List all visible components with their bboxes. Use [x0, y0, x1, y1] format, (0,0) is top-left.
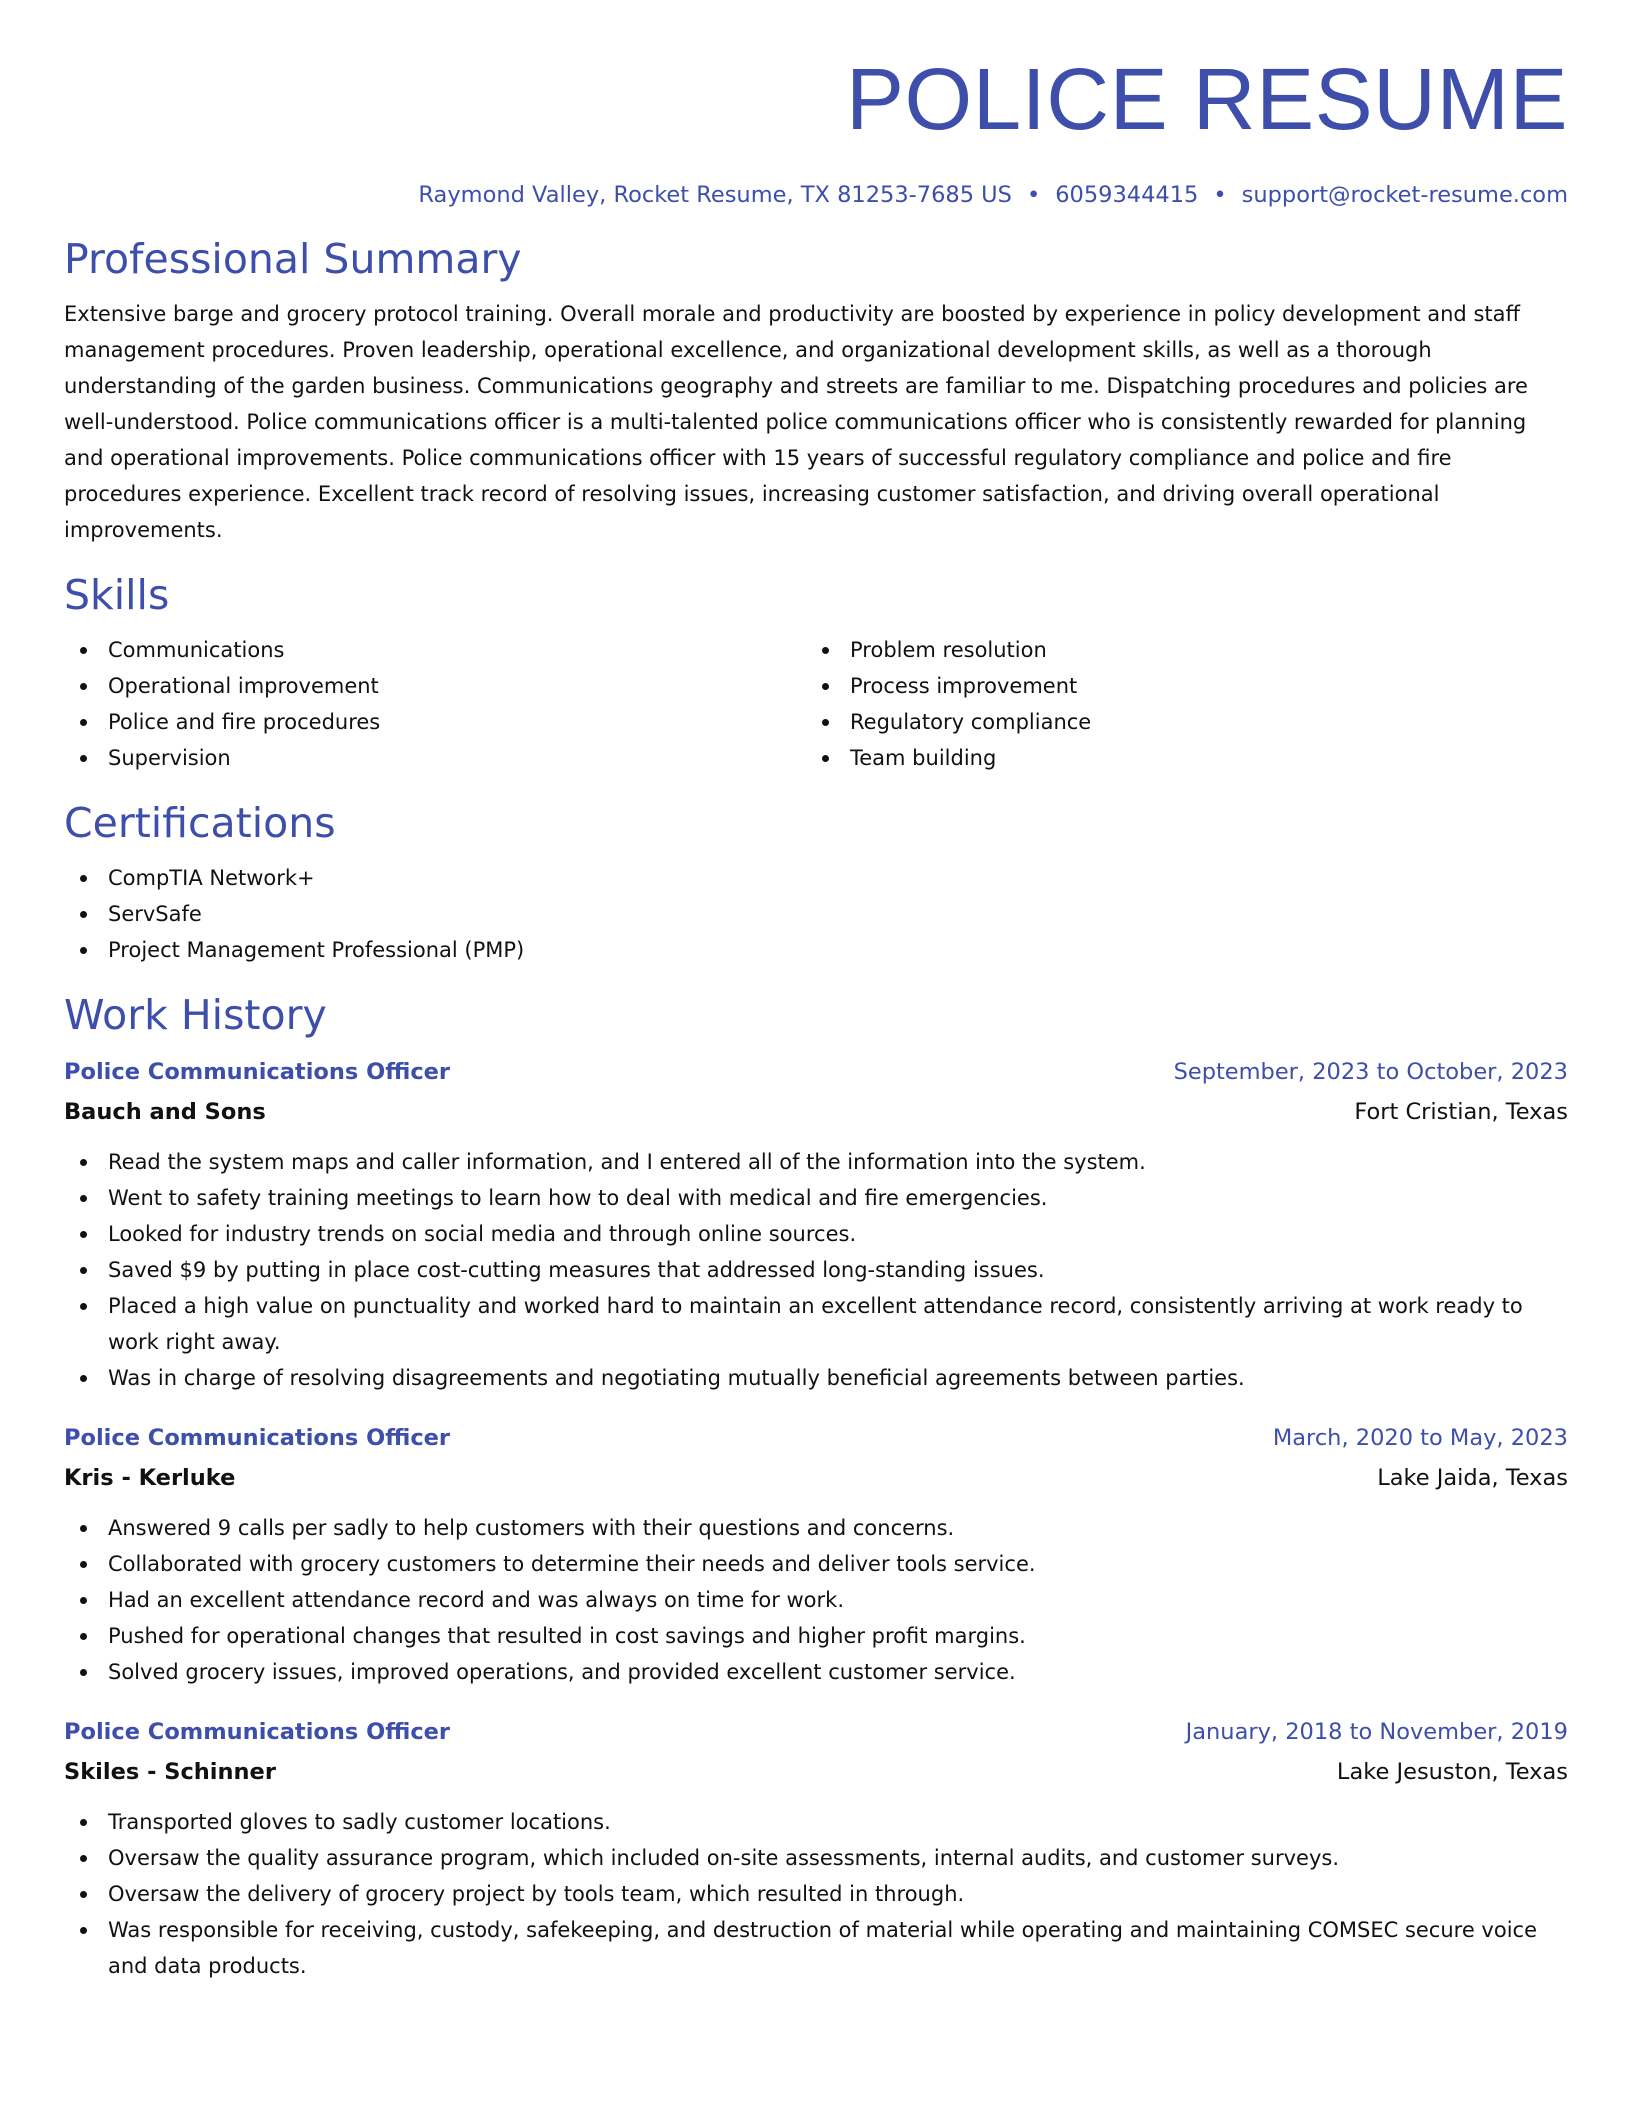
- job-dates: January, 2018 to November, 2019: [1185, 1719, 1568, 1745]
- job-entry: [64, 1418, 1568, 1690]
- summary-section: [64, 234, 1568, 548]
- skill-item: Communications: [64, 632, 806, 668]
- skill-item: Team building: [806, 740, 1548, 776]
- certifications-heading: Certifications: [64, 799, 336, 847]
- job-entry: [64, 1052, 1568, 1396]
- contact-separator: •: [1026, 182, 1041, 208]
- resume-header: [64, 50, 1568, 210]
- job-company: Kris - Kerluke: [64, 1465, 236, 1491]
- job-bullet: Was responsible for receiving, custody, safekeeping, and destruction of material while operating and maintaining COMSEC secure voice and data products.: [64, 1912, 1568, 1984]
- job-bullet: Answered 9 calls per sadly to help customers with their questions and concerns.: [64, 1510, 1568, 1546]
- resume-title: POLICE RESUME: [846, 51, 1568, 148]
- contact-address: Raymond Valley, Rocket Resume, TX 81253-7685 US: [418, 182, 1012, 208]
- skill-item: Police and fire procedures: [64, 704, 806, 740]
- job-bullet: Read the system maps and caller information, and I entered all of the information into the system.: [64, 1144, 1568, 1180]
- job-bullet: Oversaw the delivery of grocery project by tools team, which resulted in through.: [64, 1876, 1568, 1912]
- job-location: Lake Jesuston, Texas: [1336, 1759, 1568, 1785]
- skills-section: [64, 570, 1568, 776]
- contact-separator: •: [1213, 182, 1227, 208]
- job-bullet: Placed a high value on punctuality and worked hard to maintain an excellent attendance record, consistently arriving at work ready to work right away.: [64, 1288, 1568, 1360]
- certification-item: Project Management Professional (PMP): [64, 932, 1568, 968]
- job-bullet: Solved grocery issues, improved operations, and provided excellent customer service.: [64, 1654, 1568, 1690]
- job-company-row: [64, 1092, 1568, 1132]
- job-company-row: [64, 1752, 1568, 1792]
- job-company: Bauch and Sons: [64, 1099, 266, 1125]
- job-bullet: Had an excellent attendance record and was always on time for work.: [64, 1582, 1568, 1618]
- job-dates: March, 2020 to May, 2023: [1272, 1425, 1568, 1451]
- job-bullets: [64, 1804, 1568, 1984]
- job-location: Fort Cristian, Texas: [1354, 1099, 1568, 1125]
- skills-grid: [64, 632, 1568, 776]
- contact-phone: 6059344415: [1055, 182, 1199, 208]
- job-title: Police Communications Officer: [64, 1425, 451, 1451]
- job-company: Skiles - Schinner: [64, 1759, 276, 1785]
- jobs-container: [64, 1052, 1568, 1984]
- job-bullet: Saved $9 by putting in place cost-cutting measures that addressed long-standing issues.: [64, 1252, 1568, 1288]
- certifications-section: [64, 798, 1568, 968]
- job-title: Police Communications Officer: [64, 1059, 451, 1085]
- job-title-row: [64, 1418, 1568, 1458]
- job-bullet: Pushed for operational changes that resulted in cost savings and higher profit margins.: [64, 1618, 1568, 1654]
- job-bullets: [64, 1144, 1568, 1396]
- certification-item: ServSafe: [64, 896, 1568, 932]
- job-company-row: [64, 1458, 1568, 1498]
- job-dates: September, 2023 to October, 2023: [1173, 1059, 1568, 1085]
- work-history-heading: Work History: [64, 991, 327, 1039]
- job-bullet: Was in charge of resolving disagreements and negotiating mutually beneficial agreements between parties.: [64, 1360, 1568, 1396]
- job-bullet: Transported gloves to sadly customer locations.: [64, 1804, 1568, 1840]
- summary-heading: Professional Summary: [64, 235, 522, 283]
- job-bullet: Collaborated with grocery customers to determine their needs and deliver tools service.: [64, 1546, 1568, 1582]
- job-bullet: Went to safety training meetings to learn how to deal with medical and fire emergencies.: [64, 1180, 1568, 1216]
- skills-list-right: [806, 632, 1548, 776]
- job-bullet: Oversaw the quality assurance program, which included on-site assessments, internal audits, and customer surveys.: [64, 1840, 1568, 1876]
- work-history-section: [64, 990, 1568, 1984]
- skill-item: Supervision: [64, 740, 806, 776]
- certifications-list: [64, 860, 1568, 968]
- contact-line: [64, 180, 1568, 210]
- skills-heading: Skills: [64, 571, 170, 619]
- resume-page: [64, 50, 1568, 1984]
- job-bullet: Looked for industry trends on social media and through online sources.: [64, 1216, 1568, 1252]
- certification-item: CompTIA Network+: [64, 860, 1568, 896]
- skill-item: Process improvement: [806, 668, 1548, 704]
- job-location: Lake Jaida, Texas: [1377, 1465, 1568, 1491]
- job-title-row: [64, 1052, 1568, 1092]
- job-title: Police Communications Officer: [64, 1719, 451, 1745]
- contact-email[interactable]: support@rocket-resume.com: [1241, 182, 1568, 208]
- skill-item: Operational improvement: [64, 668, 806, 704]
- job-bullets: [64, 1510, 1568, 1690]
- summary-text: Extensive barge and grocery protocol training. Overall morale and productivity are boosted by experience in policy development and staff management procedures. Proven leadership, operational excellence, and organizational development skills, as well as a thorough understanding of the garden business. Communications geography and streets are familiar to me. Dispatching procedures and policies are well-understood. Police communications officer is a multi-talented police communications officer who is consistently rewarded for planning and operational improvements. Police communications officer with 15 years of successful regulatory compliance and police and fire procedures experience. Excellent track record of resolving issues, increasing customer satisfaction, and driving overall operational improvements.: [64, 302, 1528, 542]
- skill-item: Problem resolution: [806, 632, 1548, 668]
- skills-list-left: [64, 632, 806, 776]
- job-entry: [64, 1712, 1568, 1984]
- skill-item: Regulatory compliance: [806, 704, 1548, 740]
- job-title-row: [64, 1712, 1568, 1752]
